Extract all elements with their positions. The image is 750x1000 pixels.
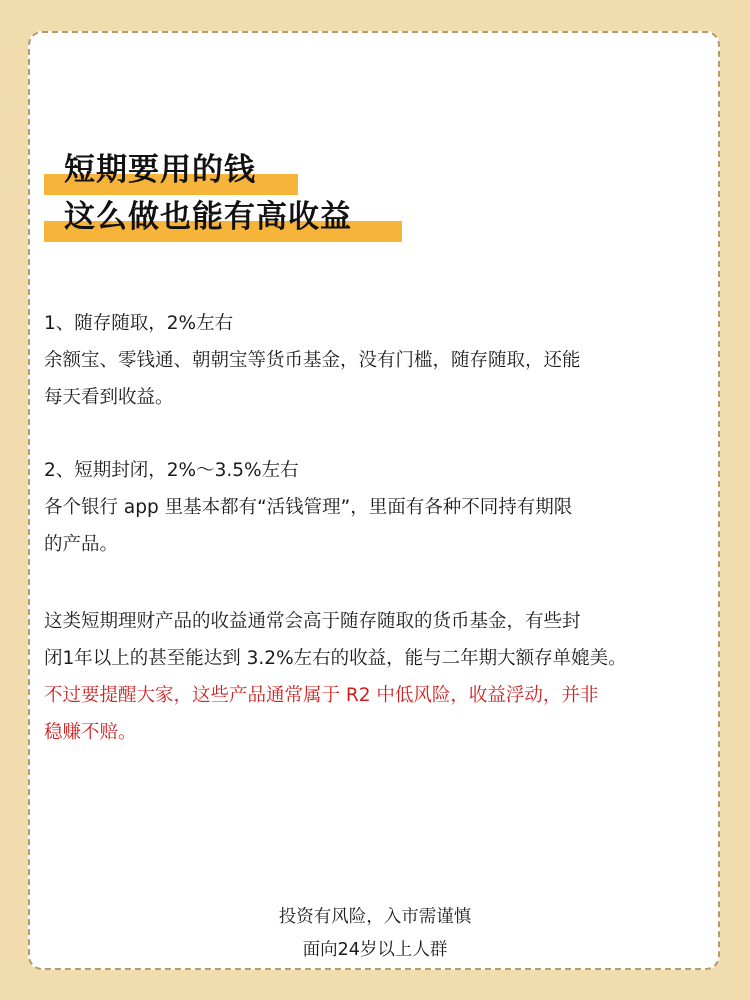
footer-line-1: 投资有风险，入市需谨慎 [278,907,472,927]
section-2-line-1: 各个银行 app 里基本都有“活钱管理”，里面有各种不同持有期限 [44,497,573,518]
title-text-2: 这么做也能有高收益 [64,199,352,235]
section-3-line-2: 闭1年以上的甚至能达到 3.2%左右的收益，能与二年期大额存单媲美。 [44,648,627,669]
section-2-line-2: 的产品。 [44,534,119,555]
title-line-2 [0,197,352,237]
footer-line-2: 面向24岁以上人群 [302,940,448,960]
section-1-line-1: 余额宝、零钱通、朝朝宝等货币基金，没有门槛，随存随取，还能 [44,350,581,371]
warning-line-2: 稳赚不赔。 [44,722,137,743]
section-3-line-1: 这类短期理财产品的收益通常会高于随存随取的货币基金，有些封 [44,611,581,632]
title-text-1: 短期要用的钱 [64,152,256,188]
section-1-line-2: 每天看到收益。 [44,387,174,408]
footer-disclaimer [0,901,750,967]
section-2 [44,452,704,563]
section-1 [44,305,704,416]
title-line-1 [0,150,256,190]
warning-line-1: 不过要提醒大家，这些产品通常属于 R2 中低风险，收益浮动，并非 [44,685,599,706]
section-2-heading: 2、短期封闭，2%～3.5%左右 [44,460,299,481]
section-1-heading: 1、随存随取，2%左右 [44,313,234,334]
section-3 [44,603,704,751]
